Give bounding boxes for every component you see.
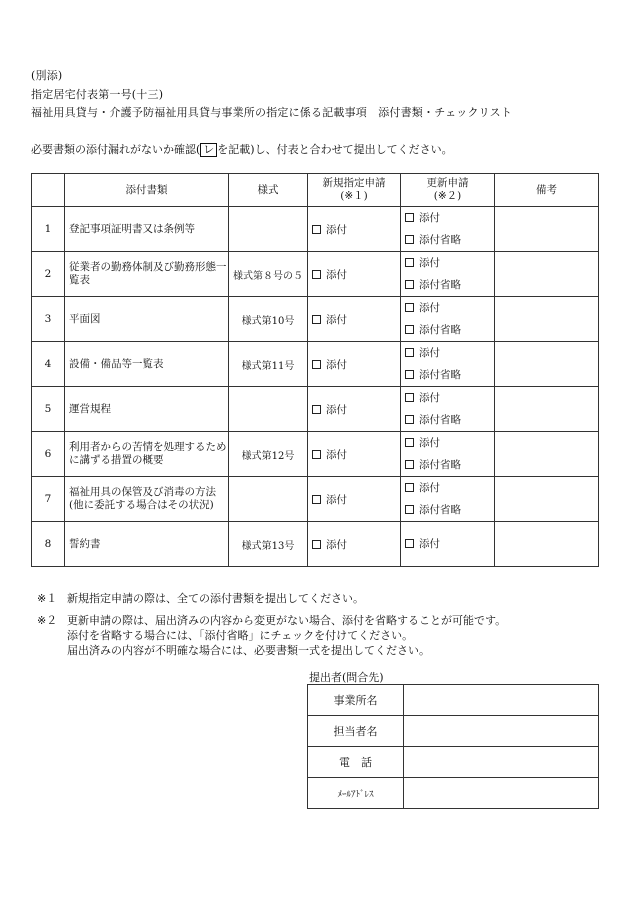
option-label: 添付: [326, 358, 347, 371]
row-number: 3: [32, 297, 65, 342]
option-label: 添付: [419, 212, 440, 224]
table-row: [32, 387, 599, 432]
header-new-line2: (※１): [340, 190, 368, 202]
row-document: 平面図: [65, 297, 229, 342]
checkbox-icon[interactable]: [405, 258, 414, 267]
note-1-text: 新規指定申請の際は、全ての添付書類を提出してください。: [67, 592, 364, 605]
checkbox-icon[interactable]: [312, 270, 321, 279]
option-label: 添付省略: [419, 324, 461, 336]
header-upd-line1: 更新申請: [426, 177, 469, 189]
form-number: 指定居宅付表第一号(十三): [31, 88, 164, 101]
row-form: 様式第13号: [229, 522, 308, 567]
table-row: [32, 477, 599, 522]
table-row: [32, 207, 599, 252]
row-number: 8: [32, 522, 65, 567]
new-attach-option[interactable]: [308, 207, 401, 252]
renewal-options: [401, 252, 495, 297]
header-form: 様式: [229, 174, 308, 207]
header-renewal-application: [401, 174, 495, 207]
submitter-row: [308, 716, 599, 747]
option-label: 添付: [326, 493, 347, 506]
option-label: 添付: [326, 313, 347, 326]
new-attach-option[interactable]: [308, 477, 401, 522]
note-1: [37, 590, 364, 606]
check-mark-sample: レ: [200, 143, 217, 157]
person-label: 担当者名: [308, 716, 404, 747]
renewal-options: [401, 387, 495, 432]
renewal-options: [401, 477, 495, 522]
checkbox-icon[interactable]: [312, 315, 321, 324]
table-row: [32, 522, 599, 567]
checkbox-icon[interactable]: [405, 348, 414, 357]
checkbox-icon[interactable]: [405, 325, 414, 334]
row-number: 6: [32, 432, 65, 477]
header-number: [32, 174, 65, 207]
table-row: [32, 432, 599, 477]
submitter-row: [308, 685, 599, 716]
option-label: 添付: [419, 257, 440, 269]
renewal-omit-option[interactable]: [405, 229, 494, 251]
option-label: 添付: [326, 403, 347, 416]
row-form: 様式第11号: [229, 342, 308, 387]
option-label: 添付: [419, 392, 440, 404]
renewal-options: [401, 207, 495, 252]
row-number: 2: [32, 252, 65, 297]
checkbox-icon[interactable]: [405, 460, 414, 469]
submitter-table: [307, 684, 599, 809]
header-new-application: [308, 174, 401, 207]
row-remarks[interactable]: [495, 252, 599, 297]
option-label: 添付: [326, 223, 347, 236]
renewal-options: [401, 297, 495, 342]
checkbox-icon[interactable]: [312, 405, 321, 414]
note-2-line2: 添付を省略する場合には、「添付省略」にチェックを付けてください。: [67, 629, 414, 642]
header-remarks: 備考: [495, 174, 599, 207]
checkbox-icon[interactable]: [405, 539, 414, 548]
header-doc: 添付書類: [65, 174, 229, 207]
row-form: [229, 387, 308, 432]
submitter-row: [308, 747, 599, 778]
checkbox-icon[interactable]: [405, 213, 414, 222]
email-label: ﾒｰﾙｱﾄﾞﾚｽ: [308, 778, 404, 809]
checkbox-icon[interactable]: [405, 370, 414, 379]
checkbox-icon[interactable]: [405, 303, 414, 312]
row-document: 誓約書: [65, 522, 229, 567]
new-attach-option[interactable]: [308, 342, 401, 387]
note-2-mark: ※２: [37, 614, 58, 627]
renewal-attach-option[interactable]: [405, 432, 494, 454]
phone-field[interactable]: [404, 747, 599, 778]
office-name-label: 事業所名: [308, 685, 404, 716]
row-form: 様式第12号: [229, 432, 308, 477]
row-remarks[interactable]: [495, 432, 599, 477]
note-2-text: 更新申請の際は、届出済みの内容から変更がない場合、添付を省略することが可能です。: [67, 614, 507, 627]
option-label: 添付: [419, 302, 440, 314]
note-2-line3: 届出済みの内容が不明確な場合には、必要書類一式を提出してください。: [67, 644, 430, 657]
new-attach-option[interactable]: [308, 522, 401, 567]
row-number: 7: [32, 477, 65, 522]
renewal-omit-option[interactable]: [405, 454, 494, 476]
renewal-omit-option[interactable]: [405, 499, 494, 521]
intro-text: [31, 141, 453, 157]
row-number: 4: [32, 342, 65, 387]
option-label: 添付省略: [419, 459, 461, 471]
option-label: 添付: [419, 347, 440, 359]
table-row: [32, 252, 599, 297]
option-label: 添付: [326, 538, 347, 551]
checkbox-icon[interactable]: [405, 415, 414, 424]
office-name-field[interactable]: [404, 685, 599, 716]
row-remarks[interactable]: [495, 342, 599, 387]
renewal-attach-option[interactable]: [405, 252, 494, 274]
checkbox-icon[interactable]: [312, 540, 321, 549]
checkbox-icon[interactable]: [312, 495, 321, 504]
renewal-options: [401, 522, 495, 567]
option-label: 添付: [419, 482, 440, 494]
checkbox-icon[interactable]: [405, 235, 414, 244]
option-label: 添付: [419, 538, 440, 550]
renewal-attach-option[interactable]: [405, 207, 494, 229]
intro-after: を記載)し、付表と合わせて提出してください。: [217, 143, 453, 156]
renewal-omit-option[interactable]: [405, 409, 494, 431]
renewal-attach-option[interactable]: [405, 533, 494, 555]
row-form: 様式第10号: [229, 297, 308, 342]
page-title: 福祉用具貸与・介護予防福祉用具貸与事業所の指定に係る記載事項 添付書類・チェックリスト: [31, 106, 513, 119]
header-upd-line2: (※２): [433, 190, 462, 202]
option-label: 添付省略: [419, 279, 461, 291]
row-document: 福祉用具の保管及び消毒の方法(他に委託する場合はその状況): [65, 477, 229, 522]
row-form: [229, 207, 308, 252]
attachment-label: (別添): [31, 69, 63, 82]
submitter-row: [308, 778, 599, 809]
table-header-row: [32, 174, 599, 207]
note-1-mark: ※１: [37, 592, 58, 605]
row-document: 運営規程: [65, 387, 229, 432]
renewal-attach-option[interactable]: [405, 297, 494, 319]
row-number: 1: [32, 207, 65, 252]
row-document: 登記事項証明書又は条例等: [65, 207, 229, 252]
option-label: 添付省略: [419, 369, 461, 381]
checkbox-icon[interactable]: [312, 450, 321, 459]
row-document: 従業者の勤務体制及び勤務形態一覧表: [65, 252, 229, 297]
renewal-attach-option[interactable]: [405, 387, 494, 409]
row-remarks[interactable]: [495, 297, 599, 342]
option-label: 添付: [326, 448, 347, 461]
option-label: 添付: [419, 437, 440, 449]
option-label: 添付: [326, 268, 347, 281]
row-document: 利用者からの苦情を処理するために講ずる措置の概要: [65, 432, 229, 477]
checkbox-icon[interactable]: [405, 438, 414, 447]
renewal-omit-option[interactable]: [405, 319, 494, 341]
option-label: 添付省略: [419, 504, 461, 516]
row-form: 様式第８号の５: [229, 252, 308, 297]
renewal-options: [401, 342, 495, 387]
row-remarks[interactable]: [495, 522, 599, 567]
person-field[interactable]: [404, 716, 599, 747]
checkbox-icon[interactable]: [405, 280, 414, 289]
new-attach-option[interactable]: [308, 432, 401, 477]
checkbox-icon[interactable]: [405, 505, 414, 514]
phone-label: 電 話: [308, 747, 404, 778]
checkbox-icon[interactable]: [405, 393, 414, 402]
row-number: 5: [32, 387, 65, 432]
renewal-options: [401, 432, 495, 477]
renewal-omit-option[interactable]: [405, 364, 494, 386]
checkbox-icon[interactable]: [312, 360, 321, 369]
new-attach-option[interactable]: [308, 387, 401, 432]
new-attach-option[interactable]: [308, 252, 401, 297]
row-remarks[interactable]: [495, 207, 599, 252]
row-form: [229, 477, 308, 522]
renewal-omit-option[interactable]: [405, 274, 494, 296]
option-label: 添付省略: [419, 414, 461, 426]
note-2: [37, 612, 506, 628]
row-document: 設備・備品等一覧表: [65, 342, 229, 387]
email-field[interactable]: [404, 778, 599, 809]
checklist-table: [31, 173, 599, 567]
checkbox-icon[interactable]: [405, 483, 414, 492]
checkbox-icon[interactable]: [312, 225, 321, 234]
header-new-line1: 新規指定申請: [322, 177, 386, 189]
table-row: [32, 342, 599, 387]
row-remarks[interactable]: [495, 477, 599, 522]
intro-before: 必要書類の添付漏れがないか確認(: [31, 143, 201, 156]
option-label: 添付省略: [419, 234, 461, 246]
renewal-attach-option[interactable]: [405, 477, 494, 499]
row-remarks[interactable]: [495, 387, 599, 432]
submitter-title: 提出者(問合先): [309, 671, 384, 684]
new-attach-option[interactable]: [308, 297, 401, 342]
renewal-attach-option[interactable]: [405, 342, 494, 364]
table-row: [32, 297, 599, 342]
